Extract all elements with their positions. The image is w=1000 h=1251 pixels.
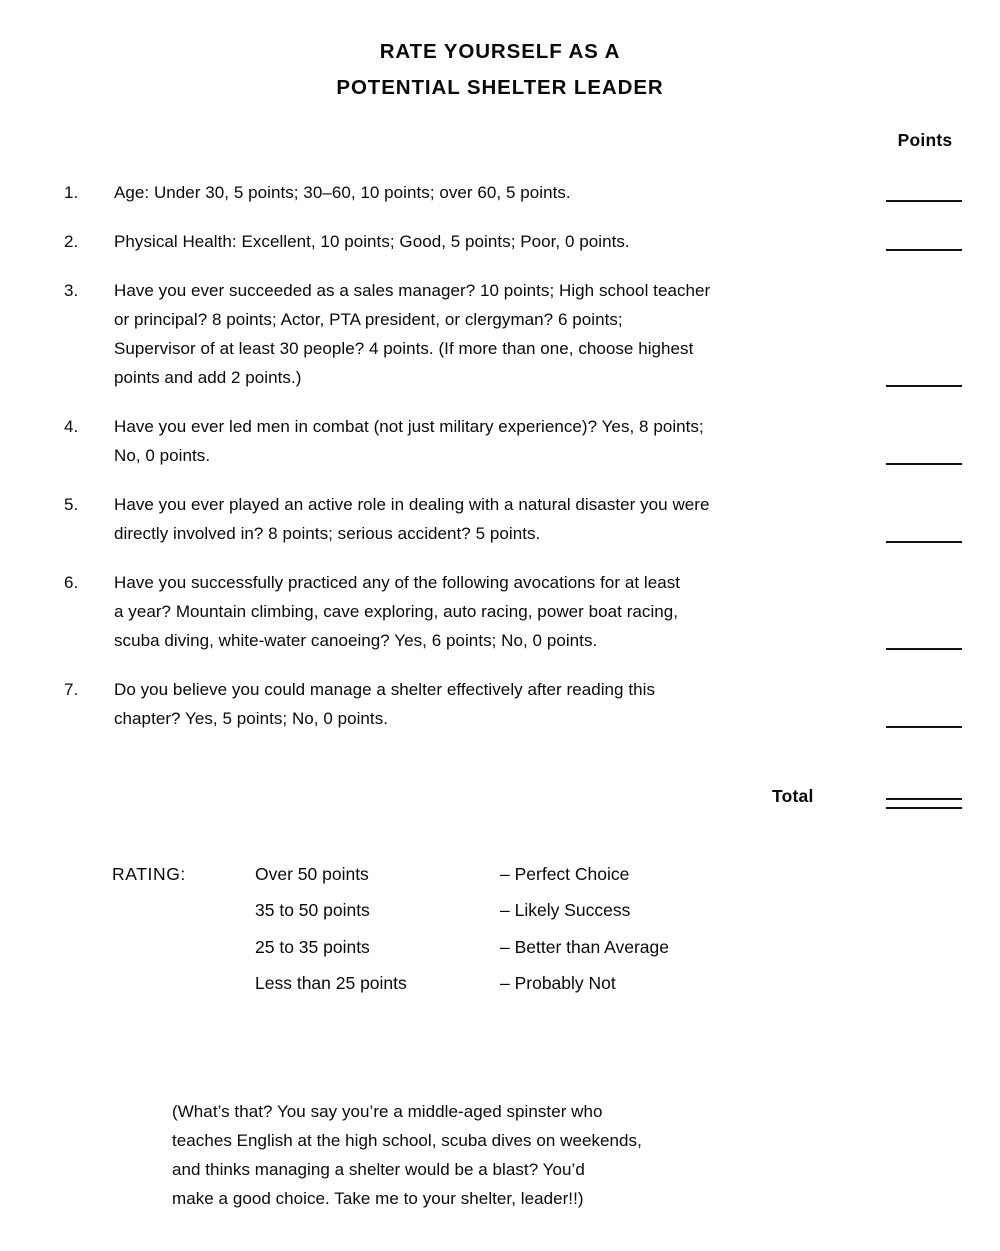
question-text-line: chapter? Yes, 5 points; No, 0 points. [114,709,389,728]
question-answer-blank[interactable] [886,726,962,728]
closing-note-line: teaches English at the high school, scuba dives on weekends, [172,1131,642,1150]
question-number: 7. [64,680,79,699]
rating-rows [0,864,1000,1010]
question-row [0,675,1000,733]
rating-row [0,973,1000,1009]
question-answer-blank[interactable] [886,249,962,251]
question-text-line: directly involved in? 8 points; serious accident? 5 points. [114,524,541,543]
rating-range: Over 50 points [255,864,369,884]
question-text-line: Physical Health: Excellent, 10 points; Good, 5 points; Poor, 0 points. [114,232,630,251]
question-answer-blank[interactable] [886,541,962,543]
points-column-header: Points [897,130,953,150]
question-number: 4. [64,417,79,436]
question-number: 3. [64,281,79,300]
question-row [0,568,1000,655]
question-text-line: Have you ever succeeded as a sales manager? 10 points; High school teacher [114,281,711,300]
closing-note-line: (What’s that? You say you’re a middle-aged spinster who [172,1102,603,1121]
closing-note-line: and thinks managing a shelter would be a blast? You’d [172,1160,585,1179]
question-text-line: Have you successfully practiced any of the following avocations for at least [114,573,681,592]
question-number: 5. [64,495,79,514]
closing-note-line: make a good choice. Take me to your shelter, leader!!) [172,1189,584,1208]
question-text [114,276,880,392]
total-answer-blank[interactable] [886,798,962,809]
question-text-line: scuba diving, white-water canoeing? Yes, 6 points; No, 0 points. [114,631,598,650]
rating-range: 25 to 35 points [255,936,370,957]
rating-result: – Likely Success [500,900,631,921]
title-line-2: POTENTIAL SHELTER LEADER [336,76,664,99]
question-text-line: No, 0 points. [114,446,211,465]
rating-result: – Probably Not [500,973,616,994]
question-row [0,178,1000,207]
title-line-1: RATE YOURSELF AS A [379,40,621,63]
rating-label: RATING: [112,864,186,884]
question-answer-blank[interactable] [886,648,962,650]
question-text-line: points and add 2 points.) [114,368,302,387]
question-answer-blank[interactable] [886,385,962,387]
rating-row [0,864,1000,900]
rating-result: – Perfect Choice [500,864,630,884]
question-text-line: Have you ever led men in combat (not just military experience)? Yes, 8 points; [114,417,704,436]
page-title [0,34,1000,106]
total-row [0,786,1000,816]
question-text-line: or principal? 8 points; Actor, PTA president, or clergyman? 6 points; [114,310,623,329]
question-text-line: Supervisor of at least 30 people? 4 points. (If more than one, choose highest [114,339,694,358]
question-answer-blank[interactable] [886,200,962,202]
question-row [0,412,1000,470]
question-text-line: Age: Under 30, 5 points; 30–60, 10 points; over 60, 5 points. [114,183,571,202]
rating-row [0,937,1000,973]
question-text [114,227,880,256]
question-number: 2. [64,232,79,251]
question-text-line: Have you ever played an active role in dealing with a natural disaster you were [114,495,710,514]
question-text [114,412,880,470]
question-text [114,568,880,655]
question-row [0,276,1000,392]
question-text-line: a year? Mountain climbing, cave exploring, auto racing, power boat racing, [114,602,679,621]
closing-note [172,1097,642,1213]
question-row [0,490,1000,548]
rating-result: – Better than Average [500,936,669,957]
question-text-line: Do you believe you could manage a shelter effectively after reading this [114,680,655,699]
question-number: 6. [64,573,79,592]
total-label: Total [772,786,814,806]
question-row [0,227,1000,256]
question-answer-blank[interactable] [886,463,962,465]
question-number: 1. [64,183,79,202]
rating-range: Less than 25 points [255,973,407,994]
rating-range: 35 to 50 points [255,900,370,921]
question-text [114,675,880,733]
question-text [114,178,880,207]
question-list [0,178,1000,753]
question-text [114,490,880,548]
rating-row [0,900,1000,936]
